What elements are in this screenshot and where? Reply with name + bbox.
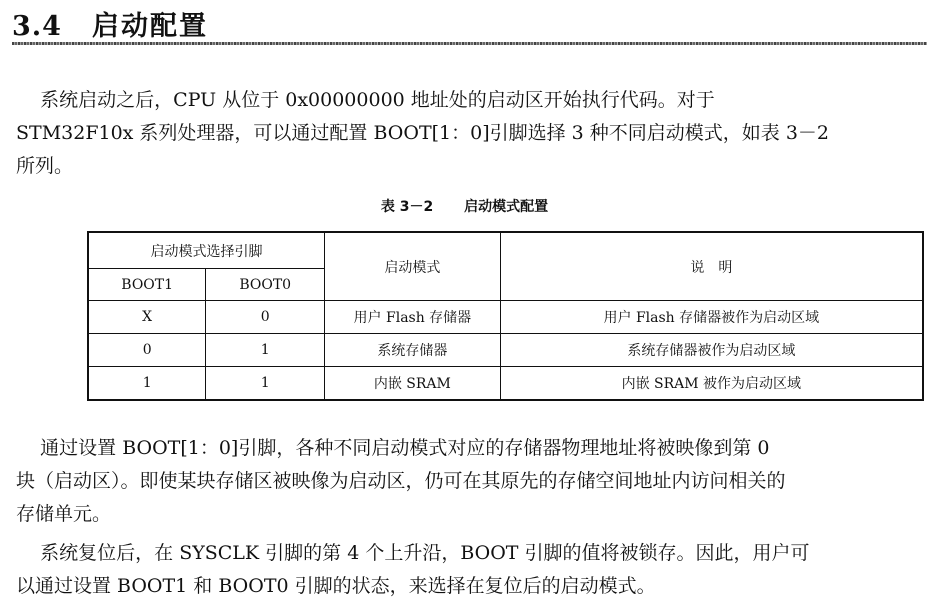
- cell-description: 内嵌 SRAM 被作为启动区域: [500, 367, 923, 401]
- cell-mode: 内嵌 SRAM: [325, 367, 501, 401]
- cell-mode: 系统存储器: [325, 334, 501, 367]
- header-boot-mode: 启动模式: [325, 232, 501, 301]
- section-title: 启动配置: [91, 11, 208, 42]
- paragraph-line: 以通过设置 BOOT1 和 BOOT0 引脚的状态，来选择在复位后的启动模式。: [16, 575, 656, 597]
- cell-mode: 用户 Flash 存储器: [325, 301, 501, 334]
- cell-boot1: X: [88, 301, 206, 334]
- cell-description: 系统存储器被作为启动区域: [500, 334, 923, 367]
- paragraph-line: 块（启动区）。即使某块存储区被映像为启动区，仍可在其原先的存储空间地址内访问相关的: [16, 470, 786, 492]
- paragraph-2: [16, 432, 916, 531]
- header-boot1: BOOT1: [88, 269, 206, 301]
- paragraph-line: 存储单元。: [16, 503, 112, 525]
- table-row: [88, 301, 923, 334]
- paragraph-3: [16, 537, 916, 603]
- cell-boot1: 0: [88, 334, 206, 367]
- cell-boot1: 1: [88, 367, 206, 401]
- table-header-row: [88, 232, 923, 269]
- paragraph-1: [16, 84, 916, 183]
- paragraph-line: 系统复位后，在 SYSCLK 引脚的第 4 个上升沿，BOOT 引脚的值将被锁存。因此，用户可: [16, 542, 810, 564]
- section-heading: [12, 4, 208, 42]
- paragraph-line: 系统启动之后，CPU 从位于 0x00000000 地址处的启动区开始执行代码。对于: [16, 89, 715, 111]
- table-caption-id: 表 3－2: [380, 199, 434, 215]
- table-row: [88, 367, 923, 401]
- table-caption-title: 启动模式配置: [464, 199, 549, 215]
- cell-description: 用户 Flash 存储器被作为启动区域: [500, 301, 923, 334]
- table-caption: [0, 196, 929, 216]
- boot-mode-table: [87, 231, 924, 401]
- paragraph-line: STM32F10x 系列处理器，可以通过配置 BOOT[1：0]引脚选择 3 种不同启动模式，如表 3－2: [16, 122, 830, 144]
- header-description: 说 明: [500, 232, 923, 301]
- paragraph-line: 所列。: [16, 155, 74, 177]
- paragraph-line: 通过设置 BOOT[1：0]引脚，各种不同启动模式对应的存储器物理地址将被映像到第 0: [16, 437, 770, 459]
- cell-boot0: 0: [206, 301, 325, 334]
- cell-boot0: 1: [206, 367, 325, 401]
- header-boot0: BOOT0: [206, 269, 325, 301]
- heading-rule: [12, 42, 927, 45]
- section-number: 3.4: [12, 11, 62, 42]
- header-pin-group: 启动模式选择引脚: [88, 232, 325, 269]
- cell-boot0: 1: [206, 334, 325, 367]
- table-row: [88, 334, 923, 367]
